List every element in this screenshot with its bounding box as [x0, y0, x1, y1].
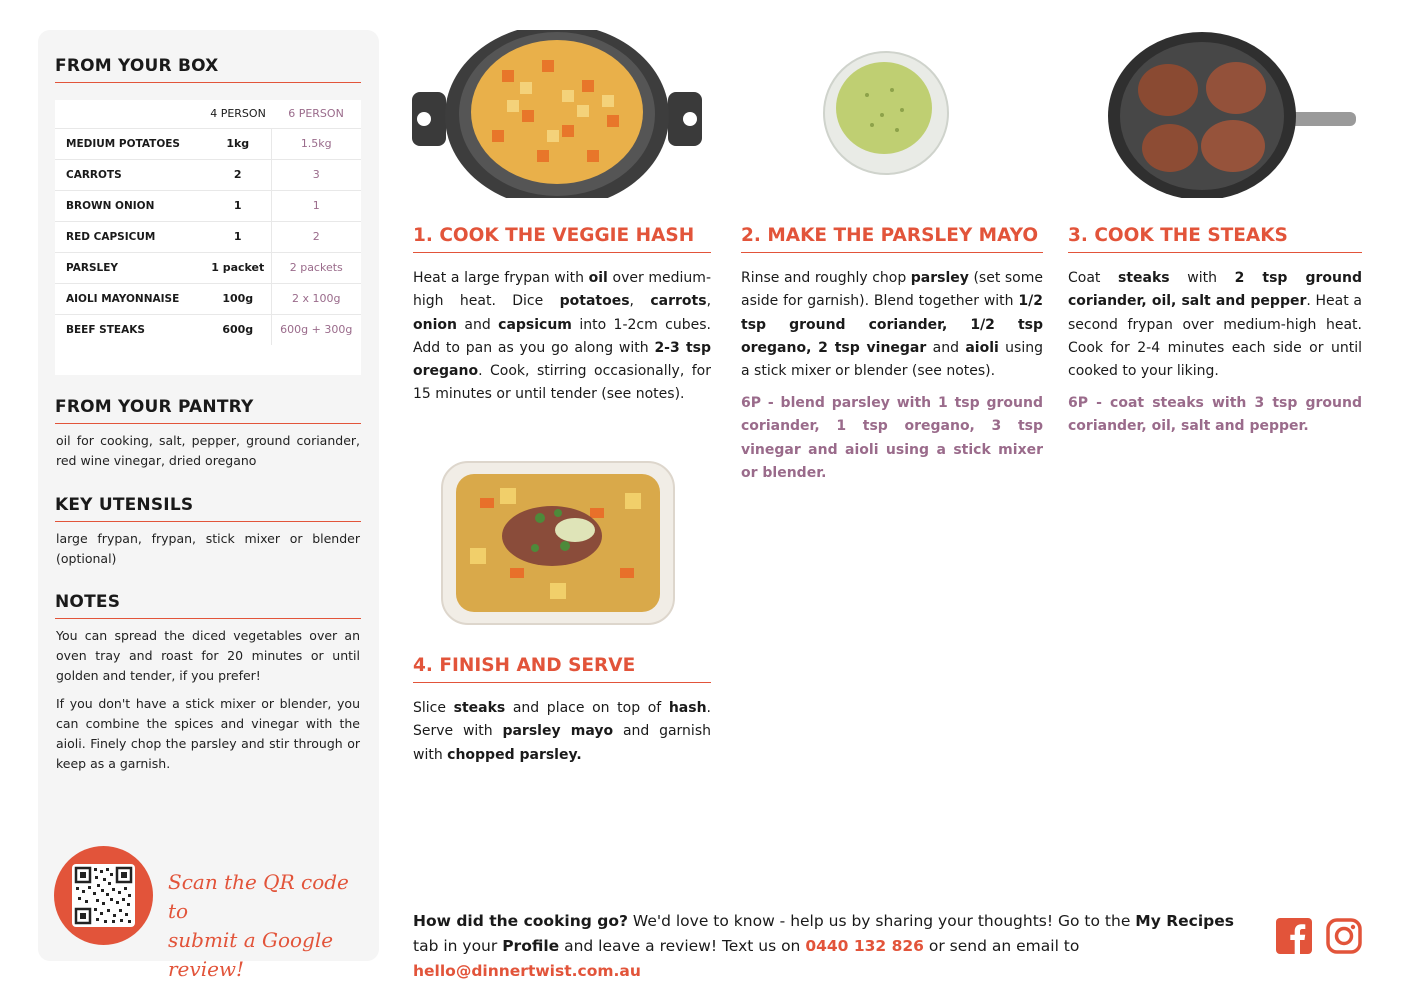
- ingredient-qty-4-person: 600g: [205, 314, 271, 345]
- table-corner: [55, 100, 205, 128]
- veggie-hash-pan-image: [412, 30, 702, 198]
- notes-text-1: You can spread the diced vegetables over an oven tray and roast for 20 minutes or until golden and tender, if you prefer!: [56, 628, 360, 683]
- table-row: [55, 128, 361, 159]
- ingredient-qty-6-person: 2 x 100g: [271, 283, 361, 314]
- ingredient-name: MEDIUM POTATOES: [55, 128, 205, 159]
- key-utensils-title: KEY UTENSILS: [55, 495, 361, 522]
- qr-caption-line-1: Scan the QR code to: [168, 870, 349, 923]
- step-4-title: 4. FINISH AND SERVE: [413, 655, 711, 683]
- ingredient-name: PARSLEY: [55, 252, 205, 283]
- table-row: [55, 283, 361, 314]
- ingredient-qty-6-person: 1: [271, 190, 361, 221]
- ingredient-qty-4-person: 2: [205, 159, 271, 190]
- email-link[interactable]: hello@dinnertwist.com.au: [413, 962, 641, 980]
- step-1-body: Heat a large frypan with oil over medium-high heat. Dice potatoes, carrots, onion and capsicum into 1-2cm cubes. Add to pan as you go along with 2-3 tsp oregano. Cook, stirring occasionally, for 15 minutes or until tender (see notes).: [413, 270, 712, 403]
- notes-text-2: If you don't have a stick mixer or blender, you can combine the spices and vinegar with the aioli. Finely chop the parsley and stir through or keep as a garnish.: [56, 696, 360, 771]
- ingredient-qty-4-person: 1kg: [205, 128, 271, 159]
- ingredient-qty-4-person: 1 packet: [205, 252, 271, 283]
- from-your-pantry-title: FROM YOUR PANTRY: [55, 397, 361, 424]
- facebook-icon[interactable]: [1276, 918, 1312, 954]
- from-your-box-title: FROM YOUR BOX: [55, 56, 361, 83]
- pantry-text: oil for cooking, salt, pepper, ground coriander, red wine vinegar, dried oregano: [56, 433, 360, 468]
- ingredient-name: CARROTS: [55, 159, 205, 190]
- ingredient-qty-4-person: 100g: [205, 283, 271, 314]
- step-2-six-person-note: 6P - blend parsley with 1 tsp ground coriander, 1 tsp oregano, 3 tsp vinegar and aioli using a stick mixer or blender.: [741, 395, 1043, 481]
- utensils-text: large frypan, frypan, stick mixer or blender (optional): [56, 531, 360, 566]
- table-row: [55, 252, 361, 283]
- ingredient-name: BEEF STEAKS: [55, 314, 205, 345]
- ingredient-name: AIOLI MAYONNAISE: [55, 283, 205, 314]
- finished-dish-image: [440, 458, 676, 628]
- ingredient-qty-6-person: 2: [271, 221, 361, 252]
- step-2-body: Rinse and roughly chop parsley (set some aside for garnish). Blend together with 1/2 tsp ground coriander, 1/2 tsp oregano, 2 tsp vinegar and aioli using a stick mixer or blender (see notes).: [741, 270, 1043, 380]
- sidebar: [38, 30, 379, 981]
- ingredient-qty-6-person: 600g + 300g: [271, 314, 361, 345]
- qr-code-icon[interactable]: [72, 864, 135, 927]
- notes-title: NOTES: [55, 592, 361, 619]
- step-4-body: Slice steaks and place on top of hash. Serve with parsley mayo and garnish with chopped parsley.: [413, 700, 711, 763]
- instagram-icon[interactable]: [1326, 918, 1362, 954]
- ingredients-table: [55, 100, 361, 345]
- steaks-frypan-image: [1108, 30, 1358, 198]
- review-footer: How did the cooking go? We'd love to know - help us by sharing your thoughts! Go to the My Recipes tab in your Profile and leave a review! Text us on 0440 132 826 or send an email to hello@dinnertwist.com.au: [413, 912, 1234, 980]
- parsley-mayo-bowl-image: [822, 50, 950, 176]
- table-row: [55, 221, 361, 252]
- step-3-body: Coat steaks with 2 tsp ground coriander, oil, salt and pepper. Heat a second frypan over medium-high heat. Cook for 2-4 minutes each side or until cooked to your liking.: [1068, 270, 1362, 380]
- ingredient-name: BROWN ONION: [55, 190, 205, 221]
- table-row: [55, 159, 361, 190]
- ingredient-qty-6-person: 3: [271, 159, 361, 190]
- ingredient-qty-4-person: 1: [205, 221, 271, 252]
- ingredient-qty-6-person: 1.5kg: [271, 128, 361, 159]
- ingredient-qty-4-person: 1: [205, 190, 271, 221]
- ingredient-name: RED CAPSICUM: [55, 221, 205, 252]
- table-row: [55, 314, 361, 345]
- ingredient-qty-6-person: 2 packets: [271, 252, 361, 283]
- qr-caption: [168, 868, 368, 984]
- qr-caption-line-2: submit a Google review!: [168, 928, 334, 981]
- phone-link[interactable]: 0440 132 826: [805, 937, 924, 955]
- step-3-six-person-note: 6P - coat steaks with 3 tsp ground coriander, oil, salt and pepper.: [1068, 395, 1362, 435]
- col-header-4-person: 4 PERSON: [210, 107, 266, 121]
- table-row: [55, 190, 361, 221]
- step-2-title: 2. MAKE THE PARSLEY MAYO: [741, 225, 1043, 253]
- step-3-title: 3. COOK THE STEAKS: [1068, 225, 1362, 253]
- qr-badge: [54, 846, 153, 945]
- step-1-title: 1. COOK THE VEGGIE HASH: [413, 225, 711, 253]
- col-header-6-person: 6 PERSON: [288, 107, 344, 121]
- ingredients-table-card: [55, 100, 361, 375]
